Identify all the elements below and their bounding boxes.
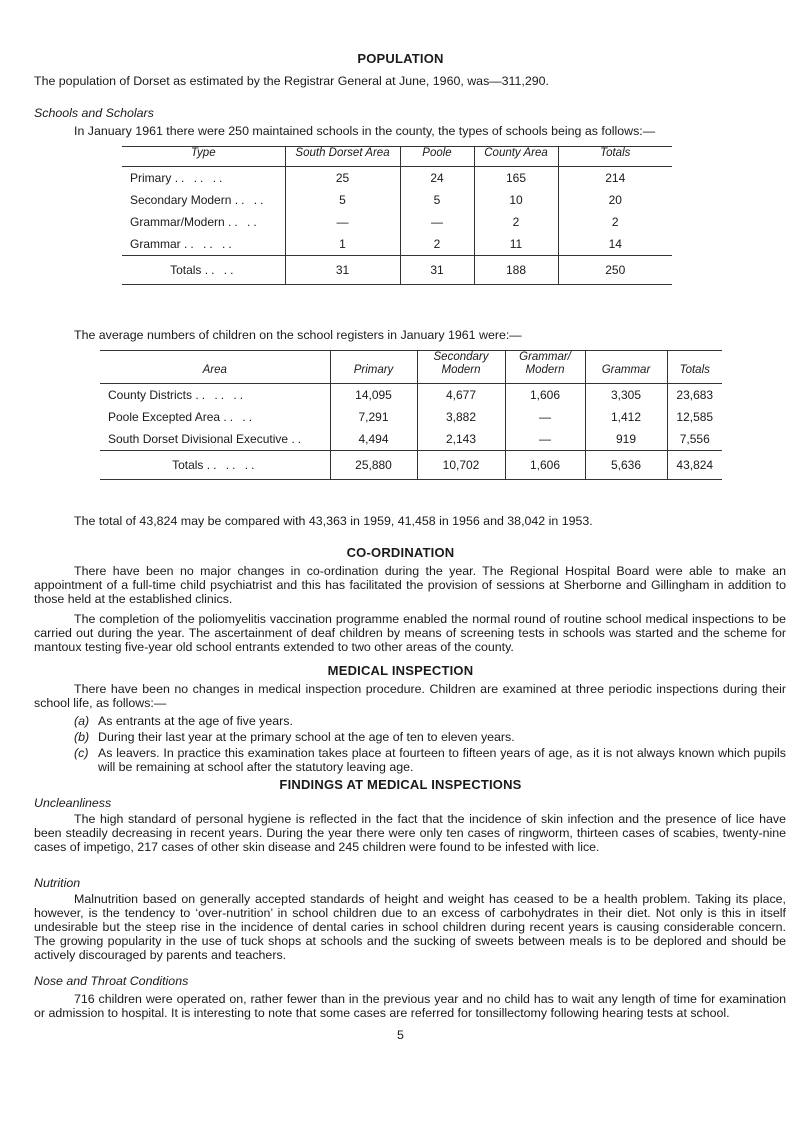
cell: 3,882 bbox=[417, 406, 505, 428]
cell: — bbox=[285, 211, 400, 233]
medical-p1: There have been no changes in medical inspection procedure. Children are examined at three periodic inspections during their school life, as follows:— bbox=[34, 682, 786, 710]
list-text: During their last year at the primary school at the age of ten to eleven years. bbox=[98, 730, 515, 744]
cell: 2 bbox=[558, 211, 672, 233]
row-label: South Dorset Divisional Executive .. bbox=[108, 432, 305, 446]
cell: 1 bbox=[285, 233, 400, 256]
cell: 2 bbox=[400, 233, 474, 256]
uncleanliness-subheading: Uncleanliness bbox=[34, 796, 112, 810]
cell: 5 bbox=[285, 189, 400, 211]
row-label: Totals .. .. bbox=[122, 256, 285, 285]
table-row bbox=[100, 384, 722, 407]
row-label: Secondary Modern .. .. bbox=[130, 193, 267, 207]
cell: 25 bbox=[285, 167, 400, 190]
cell: — bbox=[400, 211, 474, 233]
cell: 214 bbox=[558, 167, 672, 190]
row-label: County Districts .. .. .. bbox=[108, 388, 247, 402]
cell: 4,677 bbox=[417, 384, 505, 407]
cell: 4,494 bbox=[330, 428, 417, 451]
col-header-grammar-modern: Grammar/ Modern bbox=[505, 351, 585, 384]
coordination-p2: The completion of the poliomyelitis vaccination programme enabled the normal round of routine school medical inspections to be carried out during the year. The ascertainment of deaf children by means of screening tests in schools was started and the scheme for mantoux testing five-year old school entrants extended to two other areas of the county. bbox=[34, 612, 786, 654]
row-label: Totals .. .. .. bbox=[100, 451, 330, 480]
nutrition-text: Malnutrition based on generally accepted standards of height and weight has ceased to be a health problem. Taking its place, however, is the tendency to ‘over-nutrition’ in school children due to an excess of carbohydrates in their diet. Not only is this in itself undesirable but the steep rise in the incidence of dental caries in school children during recent years is causing considerable concern. The growing popularity in the use of tuck shops at schools and the sucking of sweets between meals is to be deplored and should be actively discouraged by parents and teachers. bbox=[34, 892, 786, 962]
col-header-poole: Poole bbox=[400, 147, 474, 167]
schools-compare: The total of 43,824 may be compared with 43,363 in 1959, 41,458 in 1956 and 38,042 in 1953. bbox=[74, 514, 593, 528]
col-header-primary: Primary bbox=[330, 351, 417, 384]
col-header-south-dorset: South Dorset Area bbox=[285, 147, 400, 167]
cell: 919 bbox=[585, 428, 667, 451]
cell: 2,143 bbox=[417, 428, 505, 451]
cell: 5 bbox=[400, 189, 474, 211]
table-row bbox=[122, 211, 672, 233]
col-header-grammar: Grammar bbox=[585, 351, 667, 384]
list-label: (c) bbox=[74, 746, 89, 760]
col-header-county-area: County Area bbox=[474, 147, 558, 167]
cell: 43,824 bbox=[667, 451, 722, 480]
page-number: 5 bbox=[397, 1028, 404, 1042]
row-label: Primary .. .. .. bbox=[130, 171, 226, 185]
list-label: (b) bbox=[74, 730, 90, 744]
row-label: Grammar .. .. .. bbox=[130, 237, 235, 251]
schools-intro: In January 1961 there were 250 maintained schools in the county, the types of schools being as follows:— bbox=[74, 124, 656, 138]
col-header-secondary-modern: Secondary Modern bbox=[417, 351, 505, 384]
coordination-heading: CO-ORDINATION bbox=[346, 545, 455, 560]
row-label: Poole Excepted Area .. .. bbox=[108, 410, 256, 424]
table-row bbox=[100, 406, 722, 428]
table-row bbox=[122, 233, 672, 256]
nose-throat-subheading: Nose and Throat Conditions bbox=[34, 974, 189, 988]
col-header-area: Area bbox=[100, 351, 330, 384]
cell: 14,095 bbox=[330, 384, 417, 407]
scholars-table bbox=[100, 350, 722, 480]
list-label: (a) bbox=[74, 714, 90, 728]
cell: 188 bbox=[474, 256, 558, 285]
list-text: As leavers. In practice this examination takes place at fourteen to fifteen years of age, as it is not always known which pupils will be remaining at school after the statutory leaving age. bbox=[98, 746, 786, 774]
cell: 1,412 bbox=[585, 406, 667, 428]
schools-type-table bbox=[122, 146, 672, 285]
cell: 25,880 bbox=[330, 451, 417, 480]
cell: 10 bbox=[474, 189, 558, 211]
col-header-totals: Totals bbox=[558, 147, 672, 167]
cell: 24 bbox=[400, 167, 474, 190]
cell: 7,291 bbox=[330, 406, 417, 428]
cell: 11 bbox=[474, 233, 558, 256]
population-text: The population of Dorset as estimated by the Registrar General at June, 1960, was—311,290. bbox=[34, 74, 549, 88]
table-row bbox=[122, 189, 672, 211]
cell: — bbox=[505, 428, 585, 451]
schools-subheading: Schools and Scholars bbox=[34, 106, 154, 120]
table-row bbox=[122, 167, 672, 190]
cell: 3,305 bbox=[585, 384, 667, 407]
totals-row bbox=[100, 451, 722, 480]
nutrition-subheading: Nutrition bbox=[34, 876, 81, 890]
cell: 250 bbox=[558, 256, 672, 285]
medical-heading: MEDICAL INSPECTION bbox=[327, 663, 474, 678]
col-header-totals: Totals bbox=[667, 351, 722, 384]
nose-throat-text: 716 children were operated on, rather fewer than in the previous year and no child has to wait any length of time for examination or admission to hospital. It is interesting to note that some cases are referred for tonsillectomy following hearing tests at school. bbox=[34, 992, 786, 1020]
uncleanliness-text: The high standard of personal hygiene is reflected in the fact that the incidence of skin infection and the presence of lice have been steadily decreasing in recent years. During the year there were only ten cases of ringworm, thirteen cases of scabies, twenty-nine cases of impetigo, 217 cases of other skin disease and 245 children were found to be infested with lice. bbox=[34, 812, 786, 854]
cell: 1,606 bbox=[505, 384, 585, 407]
population-heading: POPULATION bbox=[357, 51, 444, 66]
col-header-type: Type bbox=[122, 147, 285, 167]
cell: 20 bbox=[558, 189, 672, 211]
cell: 10,702 bbox=[417, 451, 505, 480]
cell: 31 bbox=[400, 256, 474, 285]
cell: 12,585 bbox=[667, 406, 722, 428]
cell: 5,636 bbox=[585, 451, 667, 480]
table-row bbox=[100, 428, 722, 451]
totals-row bbox=[122, 256, 672, 285]
cell: — bbox=[505, 406, 585, 428]
cell: 31 bbox=[285, 256, 400, 285]
cell: 2 bbox=[474, 211, 558, 233]
schools-intro2: The average numbers of children on the school registers in January 1961 were:— bbox=[74, 328, 522, 342]
findings-heading: FINDINGS AT MEDICAL INSPECTIONS bbox=[279, 777, 522, 792]
row-label: Grammar/Modern .. .. bbox=[130, 215, 260, 229]
cell: 7,556 bbox=[667, 428, 722, 451]
cell: 165 bbox=[474, 167, 558, 190]
coordination-p1: There have been no major changes in co-ordination during the year. The Regional Hospital Board were able to make an appointment of a full-time child psychiatrist and this has facilitated the provision of sessions at Sherborne and Gillingham in addition to those held at the established clinics. bbox=[34, 564, 786, 606]
cell: 23,683 bbox=[667, 384, 722, 407]
cell: 14 bbox=[558, 233, 672, 256]
list-text: As entrants at the age of five years. bbox=[98, 714, 293, 728]
cell: 1,606 bbox=[505, 451, 585, 480]
